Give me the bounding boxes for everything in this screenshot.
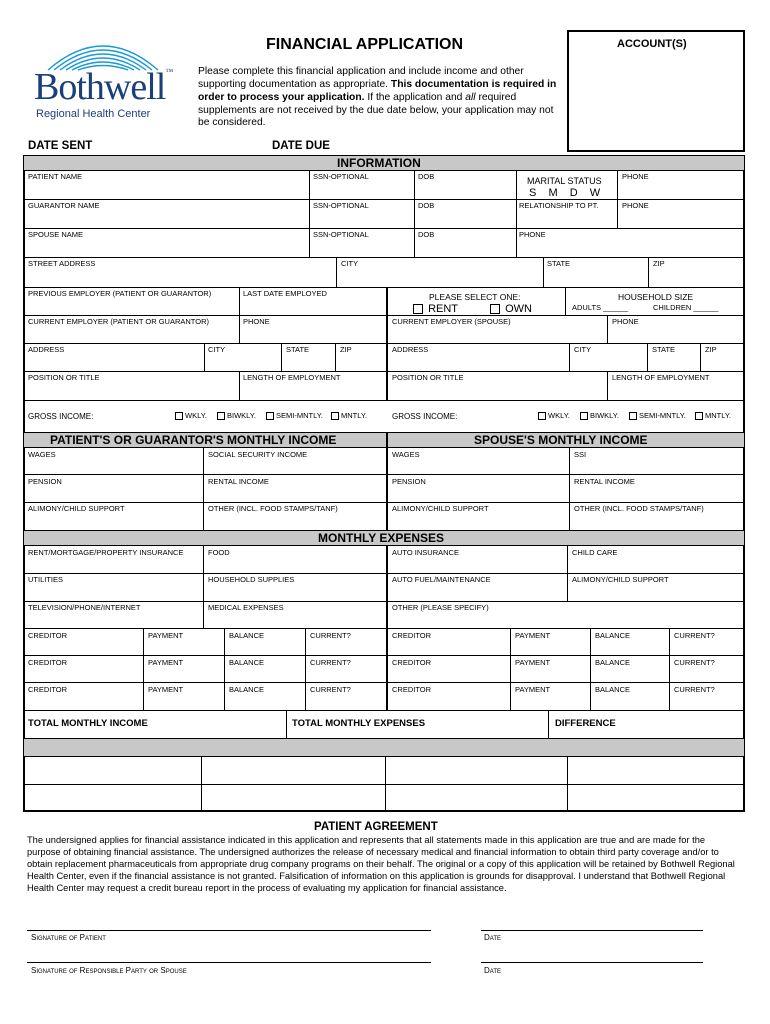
- payment-field[interactable]: PAYMENT: [148, 685, 184, 694]
- spouse-dob-field[interactable]: DOB: [418, 230, 435, 239]
- responsible-party-signature-label: Signature of Responsible Party or Spouse: [31, 966, 187, 975]
- alimony-income-field[interactable]: ALIMONY/CHILD SUPPORT: [28, 504, 125, 513]
- accounts-label: ACCOUNT(S): [617, 38, 687, 50]
- spouse-pension-field[interactable]: PENSION: [392, 477, 426, 486]
- mntly-option[interactable]: MNTLY.: [331, 411, 367, 420]
- accounts-box[interactable]: [567, 30, 745, 152]
- previous-employer-field[interactable]: PREVIOUS EMPLOYER (PATIENT OR GUARANTOR): [28, 289, 212, 298]
- semi-mntly-checkbox[interactable]: [266, 412, 274, 420]
- date-sent-label: DATE SENT: [28, 140, 93, 152]
- blank-cell[interactable]: [202, 758, 385, 784]
- patient-date-field[interactable]: [481, 912, 703, 930]
- spouse-rental-income-field[interactable]: RENTAL INCOME: [574, 477, 635, 486]
- food-field[interactable]: FOOD: [208, 548, 230, 557]
- current-field[interactable]: CURRENT?: [674, 631, 715, 640]
- spouse-income-heading: SPOUSE'S MONTHLY INCOME: [474, 433, 648, 447]
- patient-agreement-heading: PATIENT AGREEMENT: [314, 821, 438, 833]
- biwkly-checkbox[interactable]: [217, 412, 225, 420]
- patient-date-label: Date: [484, 933, 502, 942]
- logo: [28, 26, 178, 126]
- spouse-biwkly-option[interactable]: BIWKLY.: [580, 411, 619, 420]
- guarantor-dob-field[interactable]: DOB: [418, 201, 435, 210]
- spouse-employer-zip-field[interactable]: ZIP: [705, 345, 717, 354]
- marital-status-label: MARITAL STATUS: [527, 176, 602, 186]
- position-field[interactable]: POSITION OR TITLE: [28, 373, 100, 382]
- household-supplies-field[interactable]: HOUSEHOLD SUPPLIES: [208, 575, 295, 584]
- length-employment-field[interactable]: LENGTH OF EMPLOYMENT: [243, 373, 341, 382]
- spouse-gross-income-label: GROSS INCOME:: [392, 412, 458, 421]
- wages-field[interactable]: WAGES: [28, 450, 56, 459]
- select-one-label: PLEASE SELECT ONE:: [429, 292, 521, 302]
- spouse-phone-field[interactable]: PHONE: [519, 230, 546, 239]
- intro-text: Please complete this financial application and include income and other supporting documentation as appropriate. This documentation is required in order to process your application. If the application and all required supplements are not received by the due date below, your application may not be considered.: [198, 66, 557, 129]
- rent-mortgage-field[interactable]: RENT/MORTGAGE/PROPERTY INSURANCE: [28, 548, 184, 557]
- spouse-employer-field[interactable]: CURRENT EMPLOYER (SPOUSE): [392, 317, 511, 326]
- patient-signature-label: Signature of Patient: [31, 933, 106, 942]
- last-date-employed-field[interactable]: LAST DATE EMPLOYED: [243, 289, 327, 298]
- responsible-party-date-label: Date: [484, 966, 502, 975]
- employer-zip-field[interactable]: ZIP: [340, 345, 352, 354]
- form-frame: [23, 155, 745, 812]
- medical-expenses-field[interactable]: MEDICAL EXPENSES: [208, 603, 284, 612]
- guarantor-phone-field[interactable]: PHONE: [622, 201, 649, 210]
- mntly-checkbox[interactable]: [331, 412, 339, 420]
- wkly-checkbox[interactable]: [175, 412, 183, 420]
- blank-cell[interactable]: [568, 758, 744, 784]
- spouse-semi-mntly-option[interactable]: SEMI-MNTLY.: [629, 411, 686, 420]
- creditor-field[interactable]: CREDITOR: [28, 685, 68, 694]
- patient-dob-field[interactable]: DOB: [418, 172, 435, 181]
- spouse-mntly-option[interactable]: MNTLY.: [695, 411, 731, 420]
- spouse-wkly-checkbox[interactable]: [538, 412, 546, 420]
- logo-tm: ™: [165, 67, 173, 76]
- spouse-name-field[interactable]: SPOUSE NAME: [28, 230, 84, 239]
- rent-option[interactable]: RENT: [413, 303, 458, 315]
- children-field[interactable]: CHILDREN ______: [653, 303, 719, 312]
- payment-field[interactable]: PAYMENT: [515, 685, 551, 694]
- creditor-field[interactable]: CREDITOR: [392, 685, 432, 694]
- employer-city-field[interactable]: CITY: [208, 345, 226, 354]
- social-security-field[interactable]: SOCIAL SECURITY INCOME: [208, 450, 308, 459]
- patient-income-heading: PATIENT'S OR GUARANTOR'S MONTHLY INCOME: [50, 433, 337, 447]
- responsible-party-signature-field[interactable]: [27, 944, 431, 962]
- patient-phone-field[interactable]: PHONE: [622, 172, 649, 181]
- logo-name: Bothwell: [34, 66, 166, 108]
- rent-checkbox[interactable]: [413, 304, 423, 314]
- spouse-length-employment-field[interactable]: LENGTH OF EMPLOYMENT: [612, 373, 710, 382]
- spouse-semi-mntly-checkbox[interactable]: [629, 412, 637, 420]
- alimony-expense-field[interactable]: ALIMONY/CHILD SUPPORT: [572, 575, 669, 584]
- blank-cell[interactable]: [386, 758, 567, 784]
- payment-field[interactable]: PAYMENT: [515, 658, 551, 667]
- rental-income-field[interactable]: RENTAL INCOME: [208, 477, 269, 486]
- spouse-position-field[interactable]: POSITION OR TITLE: [392, 373, 464, 382]
- balance-field[interactable]: BALANCE: [229, 685, 265, 694]
- spouse-employer-phone-field[interactable]: PHONE: [612, 317, 639, 326]
- spouse-alimony-income-field[interactable]: ALIMONY/CHILD SUPPORT: [392, 504, 489, 513]
- spouse-employer-city-field[interactable]: CITY: [574, 345, 592, 354]
- street-address-field[interactable]: STREET ADDRESS: [28, 259, 96, 268]
- employer-phone-field[interactable]: PHONE: [243, 317, 270, 326]
- creditor-field[interactable]: CREDITOR: [392, 631, 432, 640]
- pension-field[interactable]: PENSION: [28, 477, 62, 486]
- household-size-label: HOUSEHOLD SIZE: [618, 292, 694, 302]
- spouse-mntly-checkbox[interactable]: [695, 412, 703, 420]
- wkly-option[interactable]: WKLY.: [175, 411, 207, 420]
- guarantor-ssn-field[interactable]: SSN-OPTIONAL: [313, 201, 369, 210]
- other-income-field[interactable]: OTHER (INCL. FOOD STAMPS/TANF): [208, 504, 338, 513]
- current-employer-field[interactable]: CURRENT EMPLOYER (PATIENT OR GUARANTOR): [28, 317, 209, 326]
- spouse-wkly-option[interactable]: WKLY.: [538, 411, 570, 420]
- spouse-ssi-field[interactable]: SSI: [574, 450, 587, 459]
- spouse-wages-field[interactable]: WAGES: [392, 450, 420, 459]
- employer-address-field[interactable]: ADDRESS: [28, 345, 65, 354]
- balance-field[interactable]: BALANCE: [229, 658, 265, 667]
- patient-agreement-text: The undersigned applies for financial assistance indicated in this application and represents that all statements made in this application are true and are made for the purpose of obtaining financial assistance. The undersigned authorizes the release of necessary medical and financial information to obtain third party coverage and/or to obtain replacement pharmaceuticals from appropriate drug company programs on their behalf. The original or a copy of this application will be retained by Bothwell Regional Health Center, even if the financial assistance is not granted. Falsification of information on this application is grounds for disapproval. I understand that Bothwell Regional Health Center may request a credit bureau report in the process of evaluating my application for financial assistance.: [27, 835, 735, 893]
- employer-state-field[interactable]: STATE: [286, 345, 310, 354]
- spouse-ssn-field[interactable]: SSN-OPTIONAL: [313, 230, 369, 239]
- adults-field[interactable]: ADULTS ______: [572, 303, 629, 312]
- payment-field[interactable]: PAYMENT: [148, 631, 184, 640]
- current-field[interactable]: CURRENT?: [310, 685, 351, 694]
- responsible-party-date-field[interactable]: [481, 944, 703, 962]
- page-title: FINANCIAL APPLICATION: [266, 36, 464, 53]
- current-field[interactable]: CURRENT?: [310, 658, 351, 667]
- own-checkbox[interactable]: [490, 304, 500, 314]
- difference-field[interactable]: DIFFERENCE: [555, 718, 616, 729]
- patient-ssn-field[interactable]: SSN-OPTIONAL: [313, 172, 369, 181]
- spouse-biwkly-checkbox[interactable]: [580, 412, 588, 420]
- biwkly-option[interactable]: BIWKLY.: [217, 411, 256, 420]
- guarantor-name-field[interactable]: GUARANTOR NAME: [28, 201, 100, 210]
- patient-name-field[interactable]: PATIENT NAME: [28, 172, 83, 181]
- other-expense-field[interactable]: OTHER (PLEASE SPECIFY): [392, 603, 489, 612]
- creditor-field[interactable]: CREDITOR: [28, 631, 68, 640]
- balance-field[interactable]: BALANCE: [595, 685, 631, 694]
- information-heading: INFORMATION: [337, 156, 421, 170]
- payment-field[interactable]: PAYMENT: [515, 631, 551, 640]
- patient-signature-field[interactable]: [27, 912, 431, 930]
- current-field[interactable]: CURRENT?: [674, 658, 715, 667]
- logo-subtitle: Regional Health Center: [36, 108, 151, 120]
- auto-insurance-field[interactable]: AUTO INSURANCE: [392, 548, 459, 557]
- city-field[interactable]: CITY: [341, 259, 359, 268]
- spouse-employer-address-field[interactable]: ADDRESS: [392, 345, 429, 354]
- tv-phone-internet-field[interactable]: TELEVISION/PHONE/INTERNET: [28, 603, 141, 612]
- creditor-field[interactable]: CREDITOR: [28, 658, 68, 667]
- spouse-employer-state-field[interactable]: STATE: [652, 345, 676, 354]
- marital-status-options[interactable]: S M D W: [529, 187, 603, 199]
- date-due-label: DATE DUE: [272, 140, 330, 152]
- total-monthly-expenses-field[interactable]: TOTAL MONTHLY EXPENSES: [292, 718, 426, 729]
- spouse-other-income-field[interactable]: OTHER (INCL. FOOD STAMPS/TANF): [574, 504, 704, 513]
- gross-income-label: GROSS INCOME:: [28, 412, 94, 421]
- zip-field[interactable]: ZIP: [653, 259, 665, 268]
- current-field[interactable]: CURRENT?: [674, 685, 715, 694]
- semi-mntly-option[interactable]: SEMI-MNTLY.: [266, 411, 323, 420]
- expenses-heading: MONTHLY EXPENSES: [318, 531, 445, 545]
- balance-field[interactable]: BALANCE: [595, 631, 631, 640]
- auto-fuel-field[interactable]: AUTO FUEL/MAINTENANCE: [392, 575, 491, 584]
- current-field[interactable]: CURRENT?: [310, 631, 351, 640]
- relationship-field[interactable]: RELATIONSHIP TO PT.: [519, 201, 599, 210]
- blank-cell[interactable]: [24, 758, 201, 784]
- balance-field[interactable]: BALANCE: [229, 631, 265, 640]
- utilities-field[interactable]: UTILITIES: [28, 575, 64, 584]
- child-care-field[interactable]: CHILD CARE: [572, 548, 618, 557]
- office-use-band: [24, 739, 744, 757]
- creditor-field[interactable]: CREDITOR: [392, 658, 432, 667]
- balance-field[interactable]: BALANCE: [595, 658, 631, 667]
- total-monthly-income-field[interactable]: TOTAL MONTHLY INCOME: [28, 718, 148, 729]
- state-field[interactable]: STATE: [547, 259, 571, 268]
- own-option[interactable]: OWN: [490, 303, 532, 315]
- payment-field[interactable]: PAYMENT: [148, 658, 184, 667]
